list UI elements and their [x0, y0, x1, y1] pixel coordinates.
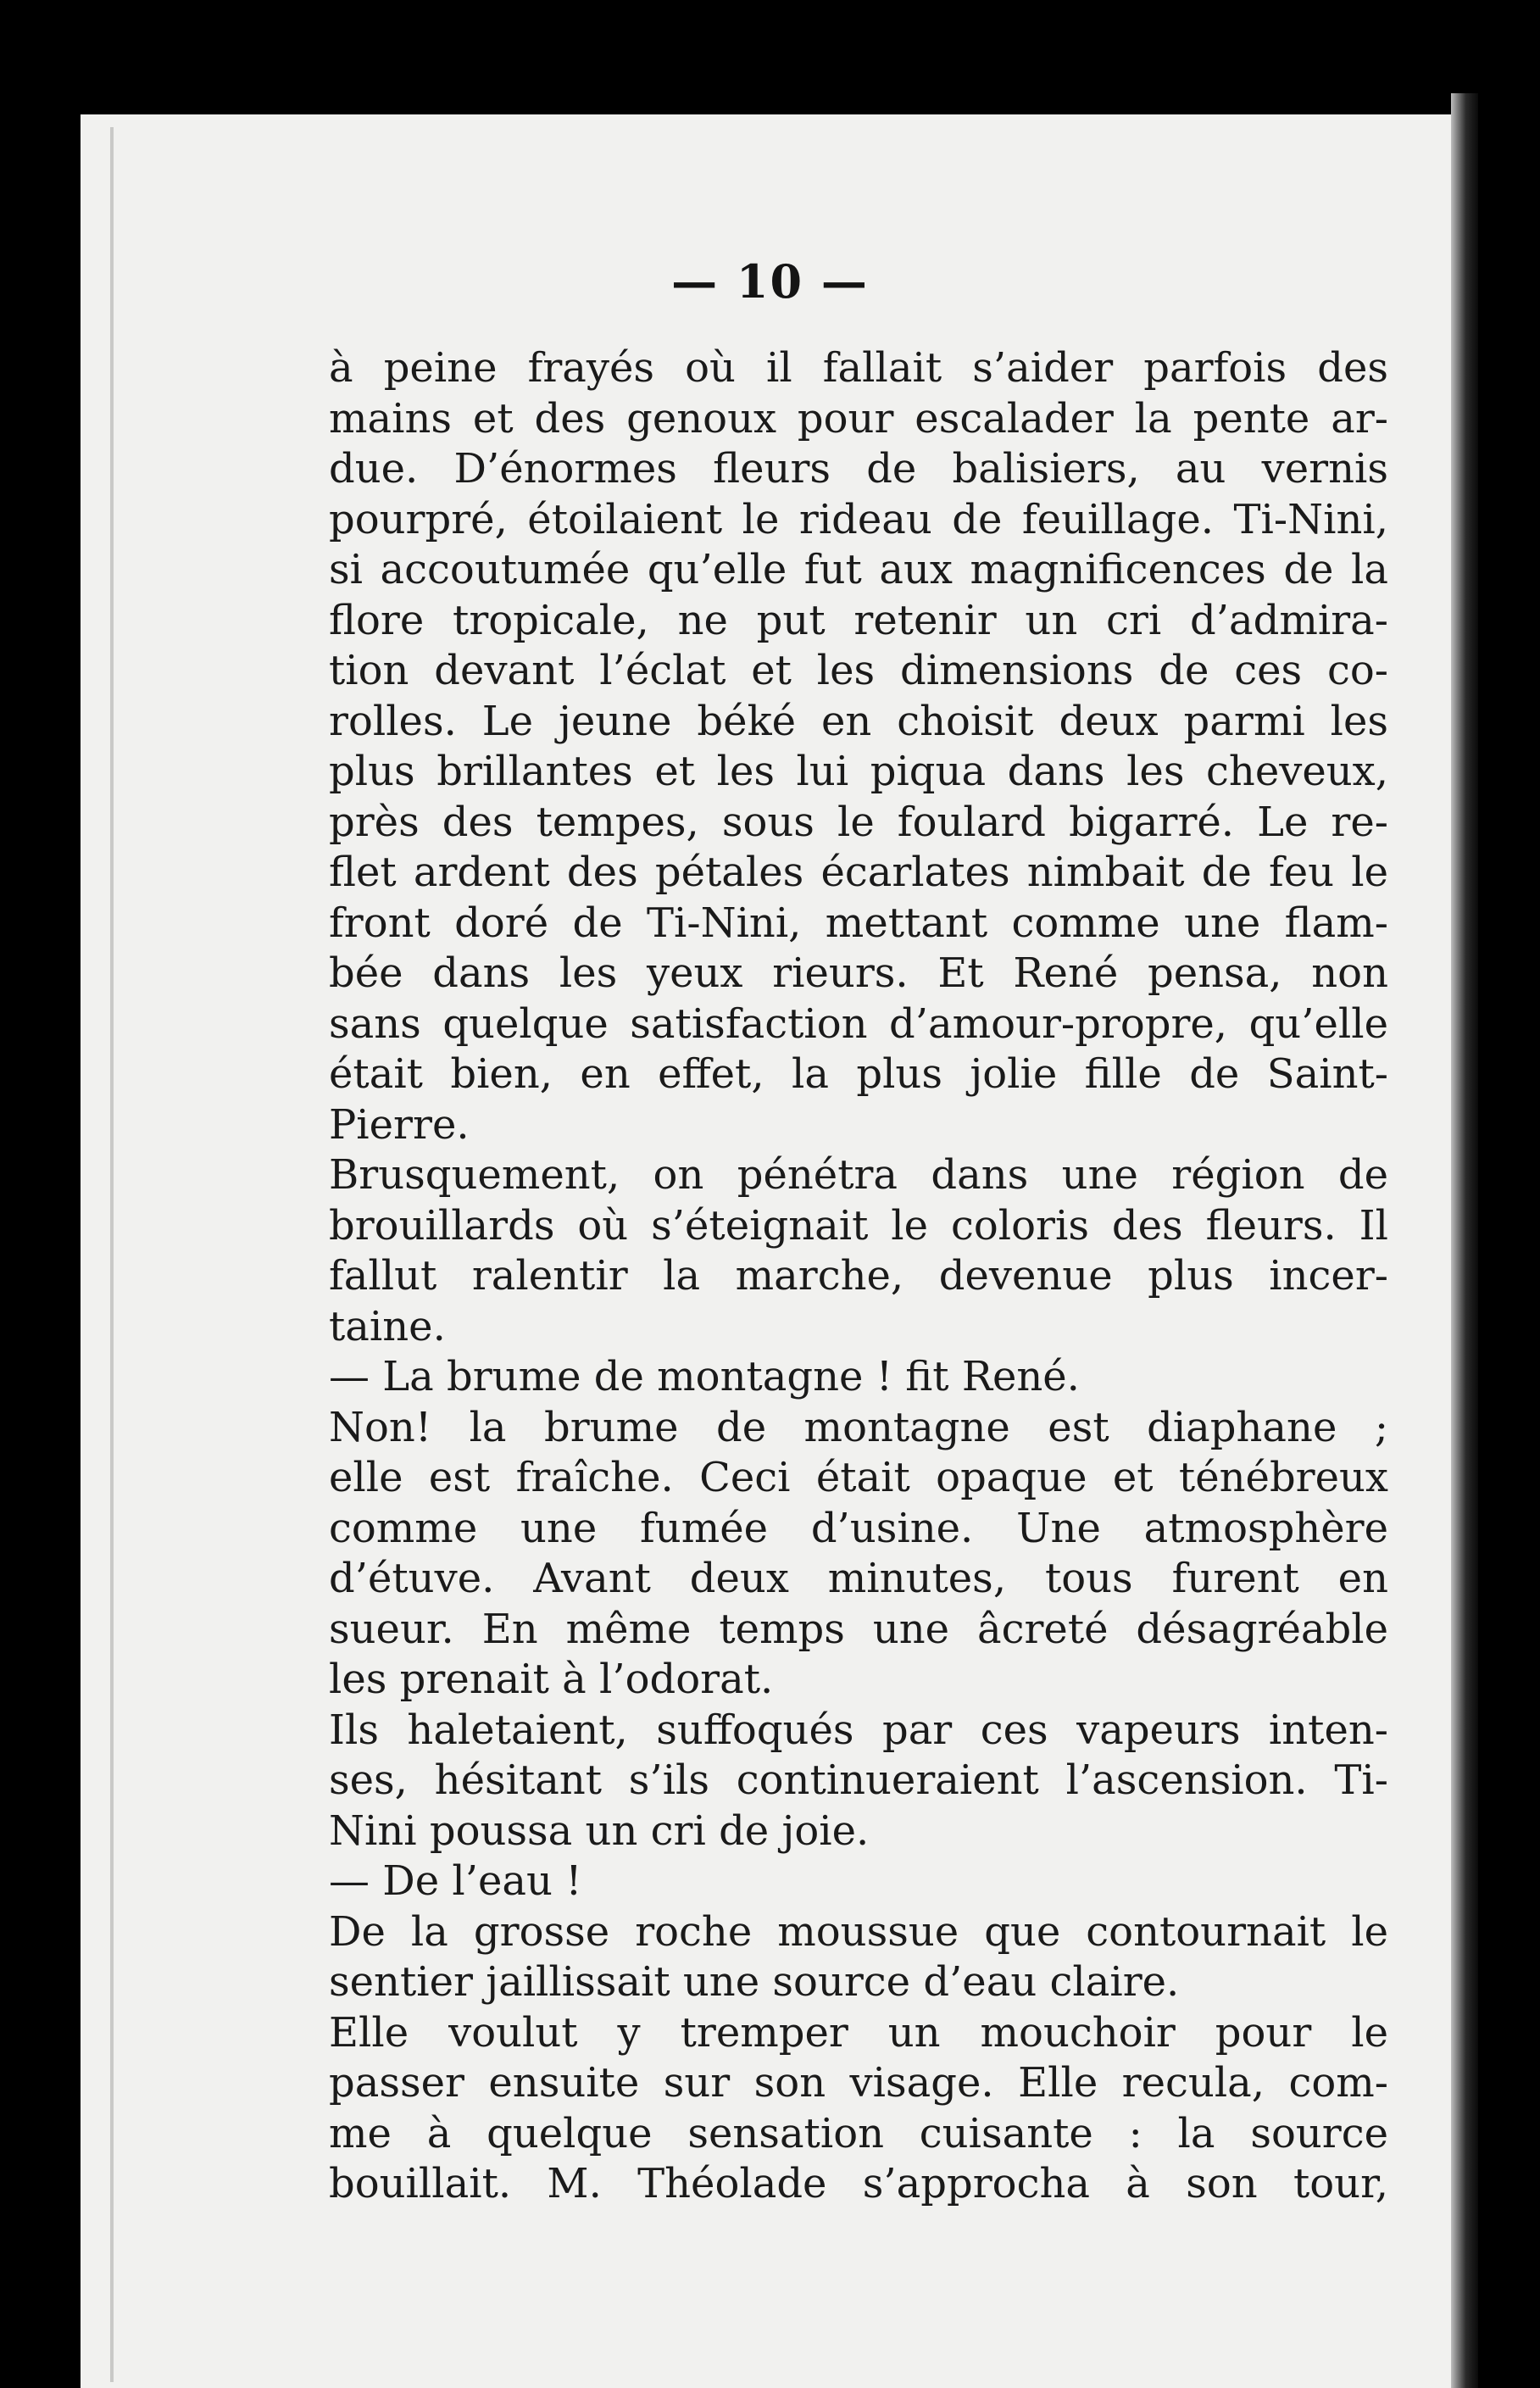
text-line: ses, hésitant s’ils continueraient l’ascension. Ti- — [329, 1756, 1388, 1804]
text-line: si accoutumée qu’elle fut aux magnificences de la — [329, 546, 1388, 593]
text-line: pourpré, étoilaient le rideau de feuillage. Ti-Nini, — [329, 495, 1388, 543]
page-binding-shadow — [1451, 93, 1478, 2388]
text-line: due. D’énormes fleurs de balisiers, au vernis — [329, 445, 1388, 493]
text-line: était bien, en effet, la plus jolie fille de Saint- — [329, 1050, 1388, 1098]
text-line: d’étuve. Avant deux minutes, tous furent en — [329, 1555, 1388, 1602]
text-line: brouillards où s’éteignait le coloris des fleurs. Il — [329, 1201, 1388, 1250]
page-number: — 10 — — [671, 254, 869, 309]
text-line: Pierre. — [329, 1100, 470, 1149]
page-left-edge — [110, 127, 114, 2382]
text-line: elle est fraîche. Ceci était opaque et ténébreux — [329, 1454, 1388, 1501]
text-line: rolles. Le jeune béké en choisit deux parmi les — [329, 697, 1388, 745]
text-line: les prenait à l’odorat. — [329, 1656, 774, 1703]
text-line: De la grosse roche moussue que contournait le — [329, 1907, 1388, 1956]
text-line: sueur. En même temps une âcreté désagréable — [329, 1605, 1388, 1653]
text-line: Elle voulut y tremper un mouchoir pour le — [329, 2008, 1388, 2057]
text-line: — De l’eau ! — [329, 1857, 582, 1905]
text-line: front doré de Ti-Nini, mettant comme une flam- — [329, 899, 1388, 947]
text-line: flore tropicale, ne put retenir un cri d’admira- — [329, 596, 1388, 644]
text-line: tion devant l’éclat et les dimensions de ces co- — [329, 647, 1388, 694]
text-line: Nini poussa un cri de joie. — [329, 1806, 870, 1855]
text-line: flet ardent des pétales écarlates nimbait de feu le — [329, 849, 1388, 896]
text-line: près des tempes, sous le foulard bigarré. Le re- — [329, 798, 1388, 846]
body-text — [329, 343, 1388, 2210]
text-line: fallut ralentir la marche, devenue plus incer- — [329, 1252, 1388, 1300]
text-line: taine. — [329, 1302, 446, 1350]
text-line: Non! la brume de montagne est diaphane ; — [329, 1403, 1388, 1451]
text-line: comme une fumée d’usine. Une atmosphère — [329, 1504, 1388, 1552]
text-line: Ils haletaient, suffoqués par ces vapeurs inten- — [329, 1706, 1388, 1754]
text-line: sans quelque satisfaction d’amour-propre, qu’elle — [329, 999, 1388, 1048]
text-line: sentier jaillissait une source d’eau claire. — [329, 1958, 1180, 2006]
text-line: — La brume de montagne ! fit René. — [329, 1353, 1080, 1400]
text-line: bée dans les yeux rieurs. Et René pensa, non — [329, 949, 1388, 997]
text-line: Brusquement, on pénétra dans une région de — [329, 1151, 1388, 1199]
text-line: me à quelque sensation cuisante : la source — [329, 2109, 1388, 2157]
text-line: passer ensuite sur son visage. Elle recula, com- — [329, 2059, 1388, 2107]
text-line: plus brillantes et les lui piqua dans les cheveux, — [329, 748, 1388, 795]
text-line: mains et des genoux pour escalader la pente ar- — [329, 394, 1388, 443]
text-line: bouillait. M. Théolade s’approcha à son tour, — [329, 2160, 1388, 2207]
text-line: à peine frayés où il fallait s’aider parfois des — [329, 344, 1388, 392]
